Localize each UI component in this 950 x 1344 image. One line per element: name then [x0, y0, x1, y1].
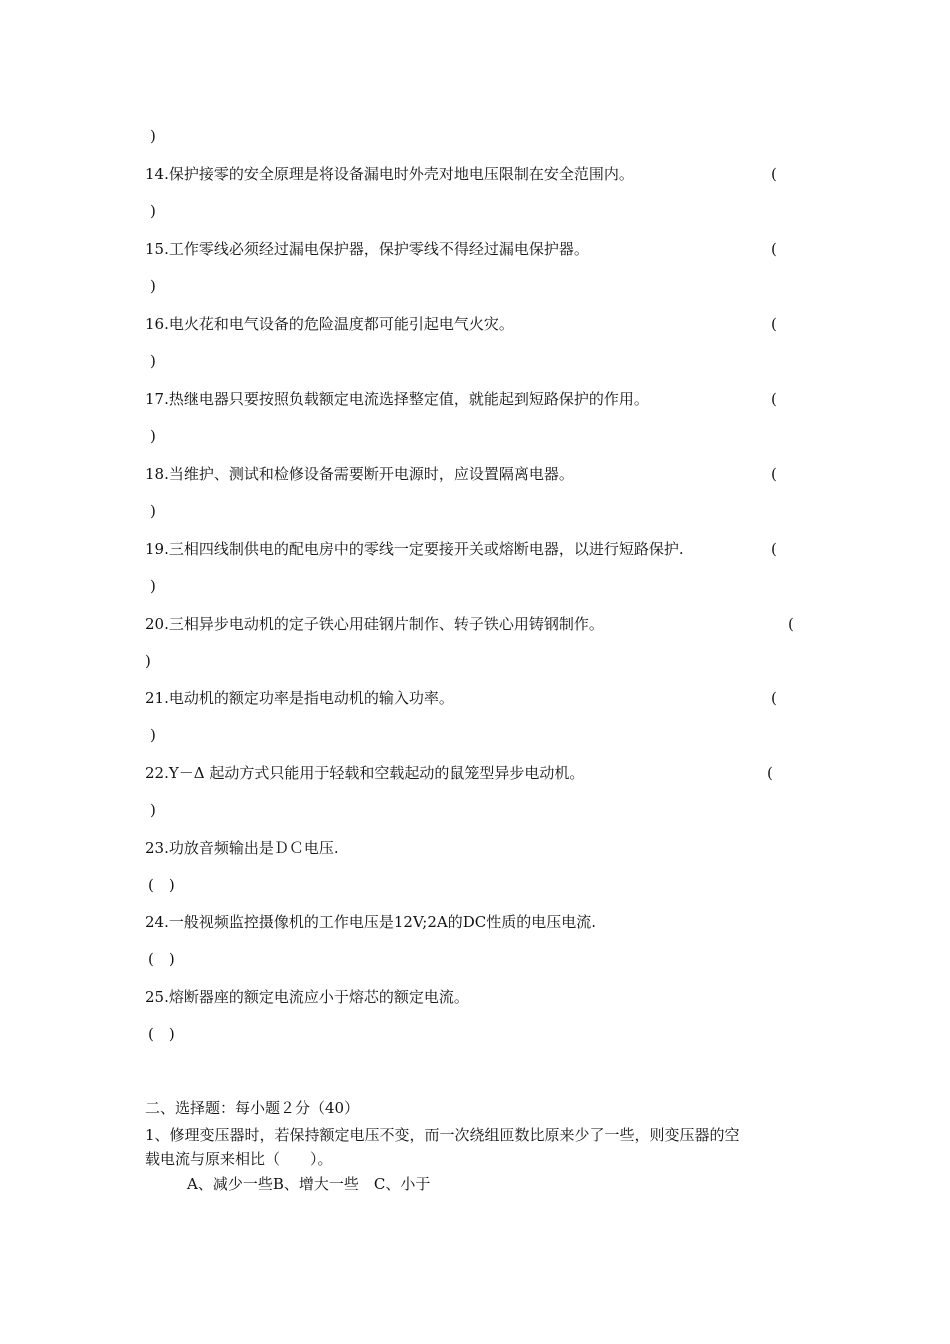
question-text: Y－Δ 起动方式只能用于轻载和空载起动的鼠笼型异步电动机。 [168, 764, 585, 782]
question-number: 24. [145, 913, 169, 931]
question-text: 电动机的额定功率是指电动机的输入功率。 [168, 689, 454, 707]
answer-paren-close: ) [150, 352, 156, 370]
answer-paren-close: ) [150, 577, 156, 595]
question-text: 当维护、测试和检修设备需要断开电源时，应设置隔离电器。 [168, 465, 574, 483]
answer-paren-open[interactable]: ( [771, 689, 777, 707]
answer-paren-open[interactable]: ( [788, 615, 794, 633]
answer-paren-close: ) [150, 502, 156, 520]
mc-question-1-line-2: 载电流与原来相比（ ）。 [145, 1150, 333, 1168]
question-text: 热继电器只要按照负载额定电流选择整定值，就能起到短路保护的作用。 [168, 390, 649, 408]
section-heading: 二、选择题：每小题２分（40） [145, 1099, 360, 1117]
question-14 [145, 164, 634, 184]
question-text: 三相异步电动机的定子铁心用硅钢片制作、转子铁心用铸钢制作。 [168, 615, 604, 633]
question-21 [145, 688, 454, 708]
question-25 [145, 987, 469, 1007]
question-text: 一般视频监控摄像机的工作电压是12V;2A的DC性质的电压电流. [168, 913, 596, 931]
question-number: 23. [145, 839, 169, 857]
question-number: 15. [145, 240, 169, 258]
question-number: 25. [145, 988, 169, 1006]
answer-paren-open[interactable]: ( [771, 240, 777, 258]
mc-question-1-options: A、减少一些B、增大一些 C、小于 [187, 1175, 431, 1193]
question-number: 14. [145, 165, 169, 183]
question-text: 保护接零的安全原理是将设备漏电时外壳对地电压限制在安全范围内。 [168, 165, 634, 183]
question-text: 电火花和电气设备的危险温度都可能引起电气火灾。 [168, 315, 514, 333]
answer-paren-close: ) [150, 202, 156, 220]
answer-paren-close: ) [150, 277, 156, 295]
question-15 [145, 239, 589, 259]
question-number: 22. [145, 764, 169, 782]
question-20 [145, 614, 604, 634]
question-text: 工作零线必须经过漏电保护器，保护零线不得经过漏电保护器。 [168, 240, 589, 258]
mc-question-1-line-1: 1、修理变压器时，若保持额定电压不变，而一次绕组匝数比原来少了一些，则变压器的空 [145, 1126, 740, 1144]
question-text: 三相四线制供电的配电房中的零线一定要接开关或熔断电器，以进行短路保护. [168, 540, 684, 558]
question-number: 21. [145, 689, 169, 707]
answer-paren-open[interactable]: ( [771, 390, 777, 408]
answer-blank[interactable]: ( ) [148, 950, 175, 968]
answer-paren-close: ) [150, 427, 156, 445]
answer-paren-open[interactable]: ( [771, 315, 777, 333]
question-number: 17. [145, 390, 169, 408]
question-19 [145, 539, 684, 559]
answer-blank[interactable]: ( ) [148, 876, 175, 894]
question-17 [145, 389, 649, 409]
answer-paren-close: ) [150, 726, 156, 744]
answer-paren-open[interactable]: ( [771, 165, 777, 183]
question-number: 18. [145, 465, 169, 483]
answer-paren-open[interactable]: ( [771, 540, 777, 558]
answer-paren-close: ) [150, 127, 156, 145]
question-number: 19. [145, 540, 169, 558]
question-text: 熔断器座的额定电流应小于熔芯的额定电流。 [168, 988, 469, 1006]
question-24 [145, 912, 596, 932]
answer-paren-close: ) [150, 801, 156, 819]
question-16 [145, 314, 514, 334]
answer-paren-close: ) [145, 652, 151, 670]
question-number: 16. [145, 315, 169, 333]
answer-paren-open[interactable]: ( [767, 764, 773, 782]
answer-blank[interactable]: ( ) [148, 1025, 175, 1043]
answer-paren-open[interactable]: ( [771, 465, 777, 483]
question-text: 功放音频输出是ＤＣ电压. [168, 839, 339, 857]
question-23 [145, 838, 339, 858]
question-18 [145, 464, 574, 484]
question-22 [145, 763, 584, 783]
question-number: 20. [145, 615, 169, 633]
